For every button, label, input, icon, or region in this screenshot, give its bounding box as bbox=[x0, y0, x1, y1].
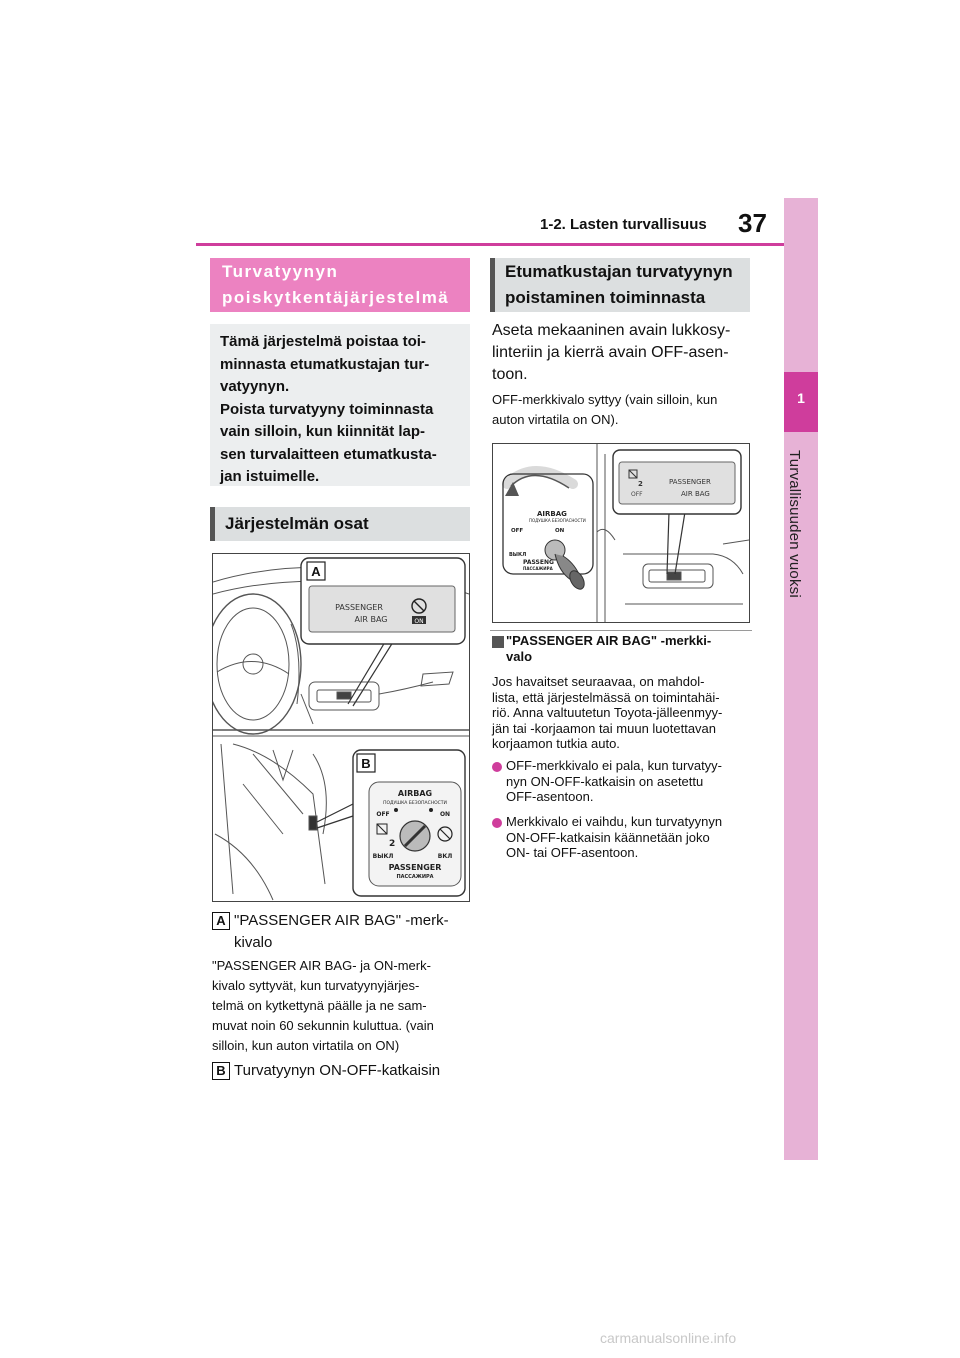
divider bbox=[490, 630, 752, 631]
svg-text:2: 2 bbox=[638, 480, 643, 488]
item-a-desc-line: silloin, kun auton virtatila on ON) bbox=[212, 1038, 400, 1053]
instruction-text bbox=[492, 320, 754, 386]
bullet-2-line: Merkkivalo ei vaihdu, kun turvatyynyn bbox=[506, 814, 723, 829]
header-rule bbox=[196, 243, 784, 246]
switch-on-ru-label: ВКЛ bbox=[437, 853, 453, 860]
item-b-title: Turvatyynyn ON-OFF-katkaisin bbox=[234, 1062, 441, 1079]
intro-line: sen turvalaitteen etumatkusta- bbox=[220, 445, 437, 463]
bullet-icon bbox=[492, 762, 502, 772]
bullet-item-2 bbox=[506, 814, 754, 861]
indicator-airbag-text-2: AIR BAG bbox=[681, 490, 710, 498]
switch-on-label-2: ON bbox=[555, 528, 565, 534]
heading-airbag-cutoff-text: Turvatyynyn poiskytkentäjärjestelmä bbox=[222, 262, 450, 307]
bullet-1-line: OFF-asentoon. bbox=[506, 789, 594, 804]
malfunction-line: Jos havaitset seuraavaa, on mahdol- bbox=[492, 674, 705, 689]
intro-line: jan istuimelle. bbox=[220, 468, 320, 485]
section-title: 1-2. Lasten turvallisuus bbox=[540, 216, 707, 233]
indicator-airbag-text: AIR BAG bbox=[354, 615, 388, 624]
switch-subtitle: ПОДУШКА БЕЗОПАСНОСТИ bbox=[383, 801, 447, 806]
dashboard-illustration bbox=[213, 554, 469, 901]
malfunction-line: jän tai -korjaamon tai muun luotettavan bbox=[492, 720, 717, 736]
heading-disable-line: Etumatkustajan turvatyynyn bbox=[505, 262, 733, 281]
switch-off-ru-label: ВЫКЛ bbox=[372, 853, 394, 860]
watermark: carmanualsonline.info bbox=[600, 1330, 737, 1346]
heading-system-parts: Järjestelmän osat bbox=[210, 507, 470, 541]
subheading-line: valo bbox=[506, 648, 533, 664]
side-tab-label bbox=[778, 450, 824, 620]
item-a-marker: A bbox=[212, 912, 230, 930]
note-line: auton virtatila on ON). bbox=[492, 412, 619, 427]
svg-text:2: 2 bbox=[389, 839, 396, 849]
heading-disable-airbag bbox=[490, 258, 750, 312]
malfunction-line: riö. Anna valtuutetun Toyota-jälleenmyy- bbox=[492, 705, 723, 720]
side-tab-text: Turvallisuuden vuoksi bbox=[786, 450, 803, 598]
bullet-icon bbox=[492, 818, 502, 828]
intro-line: vatyynyn. bbox=[220, 378, 290, 395]
indicator-passenger-text: PASSENGER bbox=[335, 603, 383, 612]
bullet-item-1 bbox=[506, 758, 754, 805]
side-tab-number: 1 bbox=[797, 390, 805, 406]
subheading-line: "PASSENGER AIR BAG" -merkki- bbox=[506, 633, 712, 648]
bullet-2-line: ON-OFF-katkaisin käännetään joko bbox=[506, 829, 710, 845]
item-a-desc-line: telmä on kytkettynä päälle ja ne sam- bbox=[212, 998, 427, 1013]
item-a-description bbox=[212, 956, 470, 1056]
bullet-1-line: OFF-merkkivalo ei pala, kun turvatyy- bbox=[506, 758, 723, 773]
item-a-line: "PASSENGER AIR BAG" -merk- bbox=[234, 912, 449, 929]
figure-label-b: B bbox=[361, 756, 371, 771]
bullet-1-line: nyn ON-OFF-katkaisin on asetettu bbox=[506, 773, 704, 789]
switch-title: AIRBAG bbox=[397, 789, 433, 798]
instruction-note bbox=[492, 390, 754, 430]
item-a-desc-line: muvat noin 60 sekunnin kuluttua. (vain bbox=[212, 1018, 434, 1033]
intro-line: Tämä järjestelmä poistaa toi- bbox=[220, 333, 426, 350]
subheading-indicator bbox=[506, 633, 750, 664]
switch-on-label: ON bbox=[439, 811, 451, 818]
switch-passenger-label-2: PASSENG bbox=[523, 559, 554, 566]
illustration-key-switch bbox=[492, 443, 750, 623]
malfunction-line: korjaamon tutkia auto. bbox=[492, 736, 620, 751]
intro-line: Poista turvatyyny toiminnasta bbox=[220, 400, 434, 418]
switch-subtitle-2: ПОДУШКА БЕЗОПАСНОСТИ bbox=[529, 518, 586, 523]
bullet-2-line: ON- tai OFF-asentoon. bbox=[506, 845, 639, 860]
illustration-system-parts bbox=[212, 553, 470, 902]
switch-passenger-ru-label-2: ПАССАЖИРА bbox=[523, 566, 553, 571]
intro-line: minnasta etumatkustajan tur- bbox=[220, 355, 430, 373]
indicator-on-text: ON bbox=[414, 618, 424, 625]
indicator-passenger-text-2: PASSENGER bbox=[669, 478, 711, 486]
key-switch-illustration bbox=[493, 444, 749, 622]
note-line: OFF-merkkivalo syttyy (vain silloin, kun bbox=[492, 392, 718, 407]
item-a-title bbox=[234, 910, 470, 954]
figure-label-a: A bbox=[311, 564, 321, 579]
switch-off-ru-label-2: ВЫКЛ bbox=[509, 552, 527, 558]
item-b-marker: B bbox=[212, 1062, 230, 1080]
subheading-square-icon bbox=[492, 636, 504, 648]
switch-off-label-2: OFF bbox=[511, 528, 524, 534]
item-a-line: kivalo bbox=[234, 934, 273, 951]
page-number: 37 bbox=[738, 208, 767, 238]
instruction-line: linteriin ja kierrä avain OFF-asen- bbox=[492, 344, 729, 361]
heading-disable-line: poistaminen toiminnasta bbox=[505, 288, 706, 307]
switch-passenger-label: PASSENGER bbox=[388, 863, 442, 872]
intro-box bbox=[210, 324, 470, 486]
switch-title-2: AIRBAG bbox=[537, 510, 567, 518]
item-a-desc-line: "PASSENGER AIR BAG- ja ON-merk- bbox=[212, 958, 431, 973]
switch-off-label: OFF bbox=[376, 811, 390, 818]
instruction-line: toon. bbox=[492, 366, 528, 383]
heading-airbag-cutoff bbox=[210, 258, 470, 312]
side-tab-bar bbox=[784, 198, 818, 1160]
intro-line: vain silloin, kun kiinnität lap- bbox=[220, 423, 426, 440]
switch-passenger-ru-label: ПАССАЖИРА bbox=[396, 874, 434, 880]
indicator-off-text: OFF bbox=[631, 491, 643, 498]
malfunction-paragraph bbox=[492, 674, 754, 752]
instruction-line: Aseta mekaaninen avain lukkosy- bbox=[492, 322, 731, 339]
item-a-desc-line: kivalo syttyvät, kun turvatyynyjärjes- bbox=[212, 978, 420, 993]
malfunction-line: lista, että järjestelmässä on toimintahäi- bbox=[492, 689, 720, 705]
